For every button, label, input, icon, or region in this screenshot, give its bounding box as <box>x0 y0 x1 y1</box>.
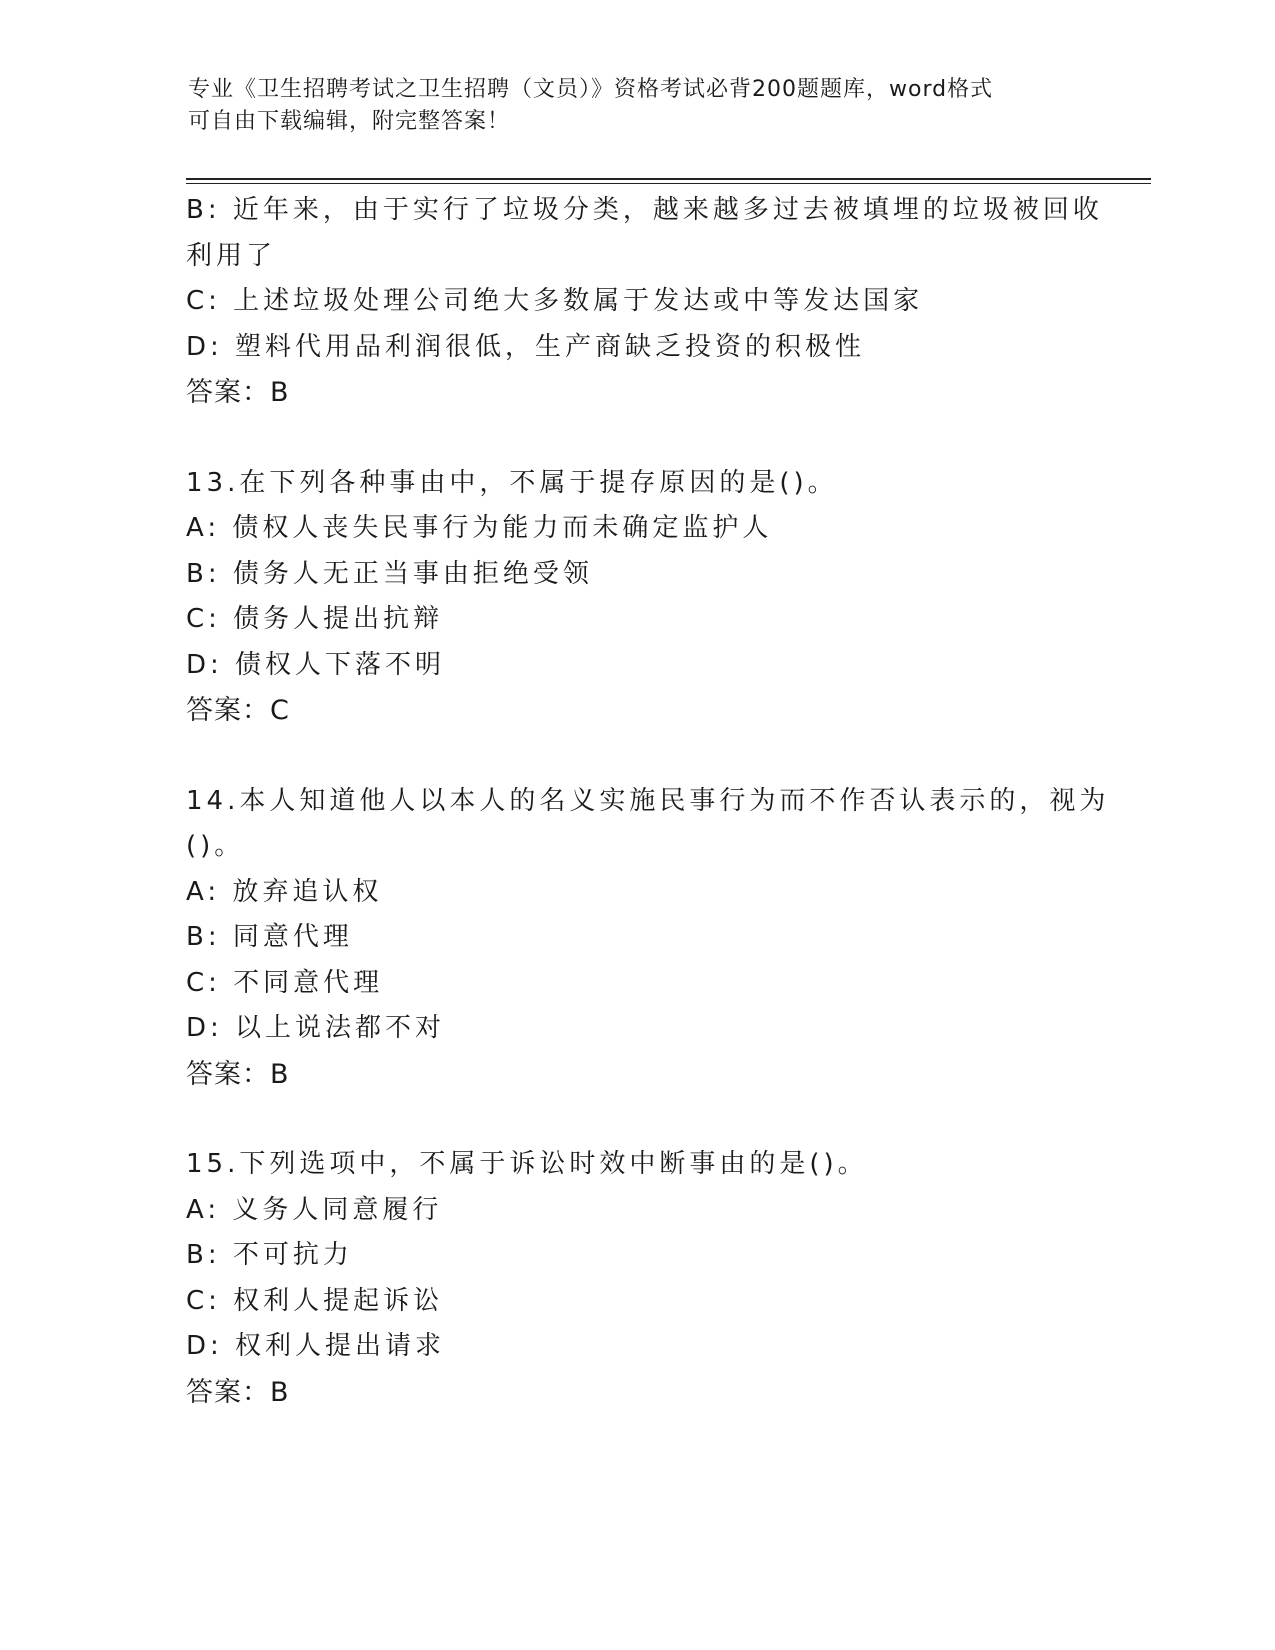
question-stem-continued: ()。 <box>186 831 245 861</box>
spacer <box>186 416 1086 461</box>
question-stem: 13.在下列各种事由中，不属于提存原因的是()。 <box>186 467 838 498</box>
option-c: C: 不同意代理 <box>186 967 384 998</box>
question-15 <box>186 1142 1086 1415</box>
question-stem: 14.本人知道他人以本人的名义实施民事行为而不作否认表示的，视为 <box>186 785 1110 816</box>
option-a: A: 放弃追认权 <box>186 876 383 907</box>
answer-line: 答案：B <box>186 1376 290 1408</box>
option-d: D: 以上说法都不对 <box>186 1013 446 1043</box>
answer-line: 答案：B <box>186 1058 290 1090</box>
document-header <box>188 74 1068 138</box>
option-d: D: 债权人下落不明 <box>186 649 446 680</box>
option-b: B: 债务人无正当事由拒绝受领 <box>186 558 593 589</box>
question-stem: 15.下列选项中，不属于诉讼时效中断事由的是()。 <box>186 1149 868 1179</box>
question-14 <box>186 779 1110 1098</box>
document-body <box>186 188 1110 1415</box>
option-b: B: 同意代理 <box>186 922 353 952</box>
question-13 <box>186 461 1086 734</box>
option-b-continued: 利用了 <box>186 240 277 271</box>
answer-line: 答案：C <box>186 695 290 726</box>
option-b: B: 不可抗力 <box>186 1240 353 1270</box>
option-a: A: 债权人丧失民事行为能力而未确定监护人 <box>186 513 773 543</box>
option-d: D: 权利人提出请求 <box>186 1331 446 1361</box>
answer-line: 答案：B <box>186 377 290 408</box>
option-a: A: 义务人同意履行 <box>186 1194 443 1225</box>
option-d: D: 塑料代用品利润很低，生产商缺乏投资的积极性 <box>186 331 866 362</box>
option-c: C: 权利人提起诉讼 <box>186 1285 444 1316</box>
spacer <box>186 1097 1086 1142</box>
header-rule-thin <box>186 183 1151 184</box>
option-c: C: 上述垃圾处理公司绝大多数属于发达或中等发达国家 <box>186 286 924 316</box>
question-12-continued <box>186 188 1103 416</box>
header-line-1: 专业《卫生招聘考试之卫生招聘（文员）》资格考试必背200题题库，word格式 <box>188 77 994 102</box>
option-c: C: 债务人提出抗辩 <box>186 604 444 634</box>
header-rule-thick <box>186 178 1151 180</box>
option-b: B: 近年来，由于实行了垃圾分类，越来越多过去被填埋的垃圾被回收 <box>186 195 1103 225</box>
header-line-2: 可自由下载编辑，附完整答案！ <box>188 109 511 134</box>
spacer <box>186 734 1086 779</box>
